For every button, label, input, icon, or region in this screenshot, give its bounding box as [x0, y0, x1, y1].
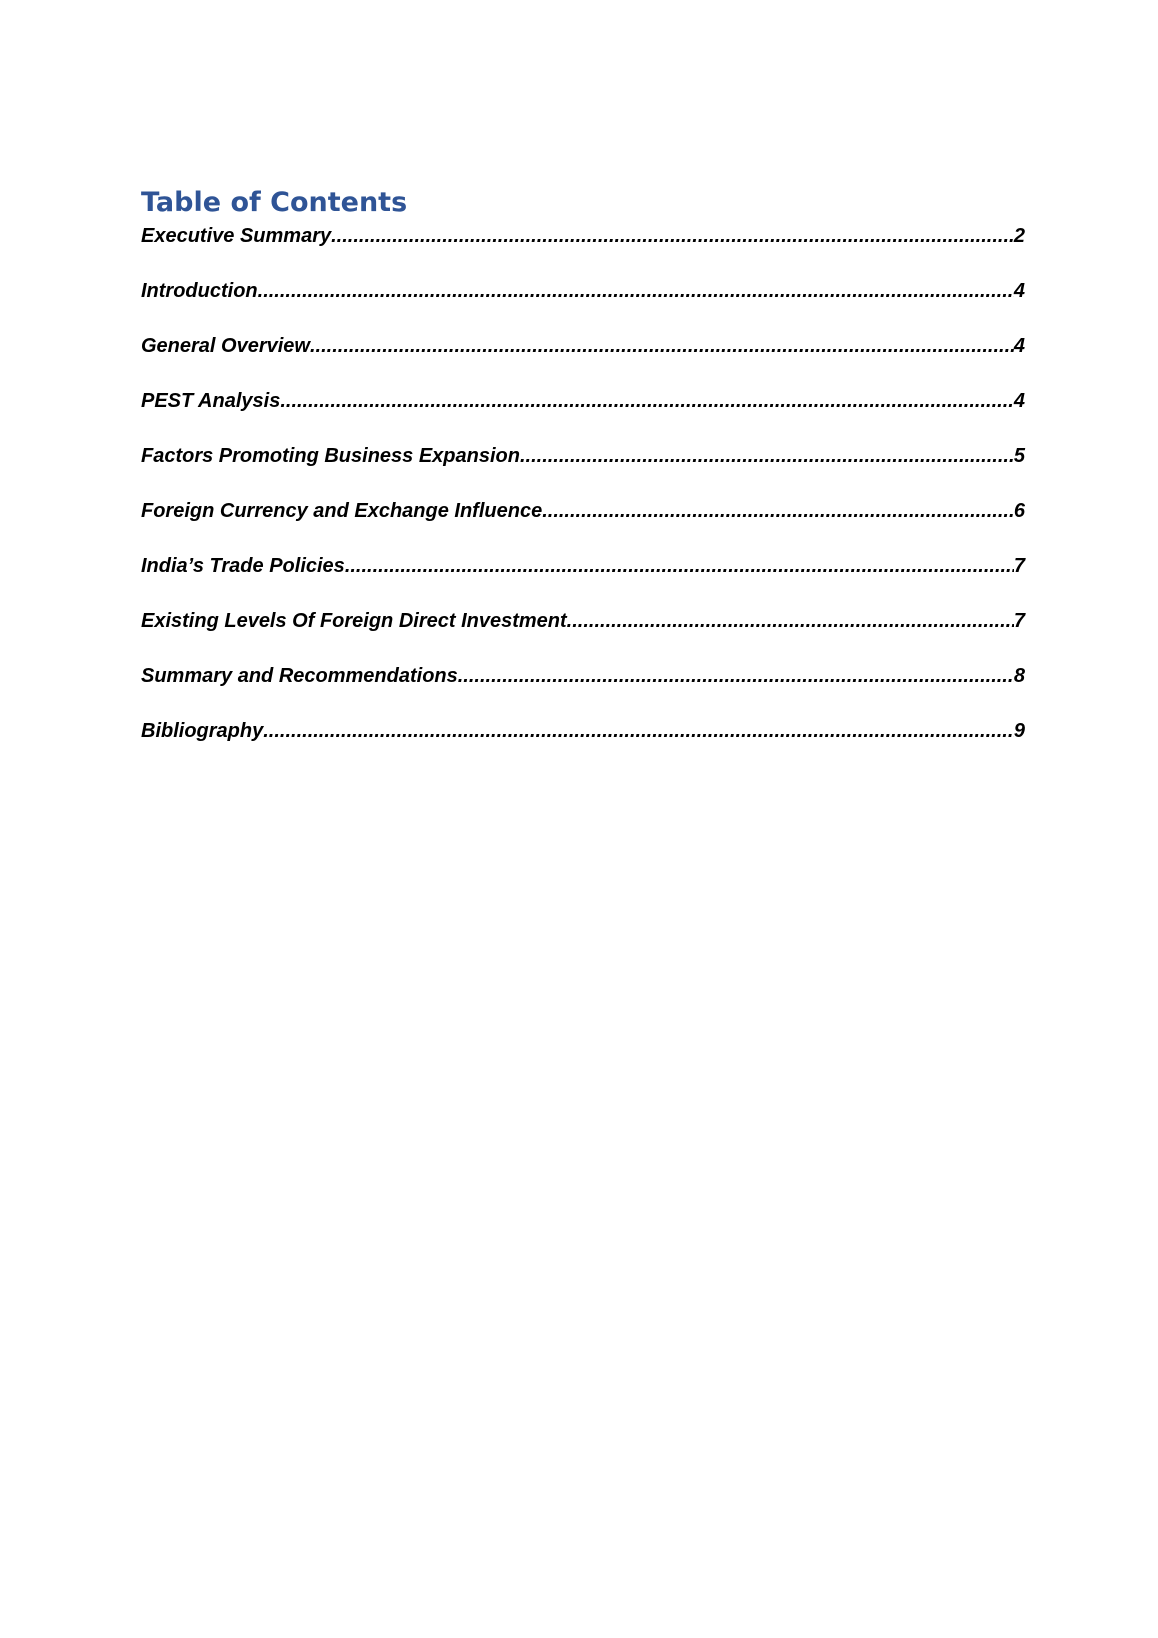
toc-dot-leader — [263, 720, 1014, 742]
toc-page-number: 4 — [1013, 280, 1025, 302]
toc-page-number: 4 — [1013, 335, 1025, 357]
toc-entry-foreign-currency-and-exchange-influence[interactable] — [141, 500, 1025, 555]
toc-entry-title: Bibliography — [141, 720, 264, 742]
toc-page-number: 6 — [1013, 500, 1025, 522]
table-of-contents — [141, 183, 1025, 775]
toc-entry-title: Factors Promoting Business Expansion — [141, 445, 520, 467]
toc-entry-title: Introduction — [141, 280, 258, 302]
toc-entry-general-overview[interactable] — [141, 335, 1025, 390]
toc-dot-leader — [280, 390, 1014, 412]
toc-entry-pest-analysis[interactable] — [141, 390, 1025, 445]
toc-heading: Table of Contents — [141, 187, 408, 218]
toc-dot-leader — [345, 555, 1014, 577]
toc-entry-title: Foreign Currency and Exchange Influence — [141, 500, 543, 522]
toc-entry-indias-trade-policies[interactable] — [141, 555, 1025, 610]
toc-page-number: 7 — [1013, 610, 1025, 632]
toc-entry-title: Existing Levels Of Foreign Direct Investment — [141, 610, 567, 632]
toc-entry-title: Executive Summary — [141, 225, 332, 247]
toc-dot-leader — [520, 445, 1014, 467]
toc-entry-title: PEST Analysis — [141, 390, 281, 412]
toc-entry-existing-levels-of-fdi[interactable] — [141, 610, 1025, 665]
toc-dot-leader — [542, 500, 1014, 522]
toc-page-number: 7 — [1013, 555, 1025, 577]
toc-entry-factors-promoting-business-expansion[interactable] — [141, 445, 1025, 500]
toc-entry-title: Summary and Recommendations — [141, 665, 458, 687]
toc-dot-leader — [310, 335, 1014, 357]
toc-entry-bibliography[interactable] — [141, 720, 1025, 775]
toc-entry-title: India’s Trade Policies — [141, 555, 345, 577]
toc-entry-executive-summary[interactable] — [141, 225, 1025, 280]
toc-dot-leader — [567, 610, 1014, 632]
toc-page-number: 4 — [1013, 390, 1025, 412]
toc-page-number: 8 — [1013, 665, 1025, 687]
toc-entry-introduction[interactable] — [141, 280, 1025, 335]
toc-dot-leader — [258, 280, 1014, 302]
toc-page-number: 9 — [1013, 720, 1025, 742]
toc-page-number: 2 — [1013, 225, 1025, 247]
toc-dot-leader — [458, 665, 1014, 687]
toc-entry-title: General Overview — [141, 335, 310, 357]
toc-entry-summary-and-recommendations[interactable] — [141, 665, 1025, 720]
toc-dot-leader — [331, 225, 1014, 247]
toc-list — [141, 225, 1025, 775]
toc-page-number: 5 — [1013, 445, 1025, 467]
